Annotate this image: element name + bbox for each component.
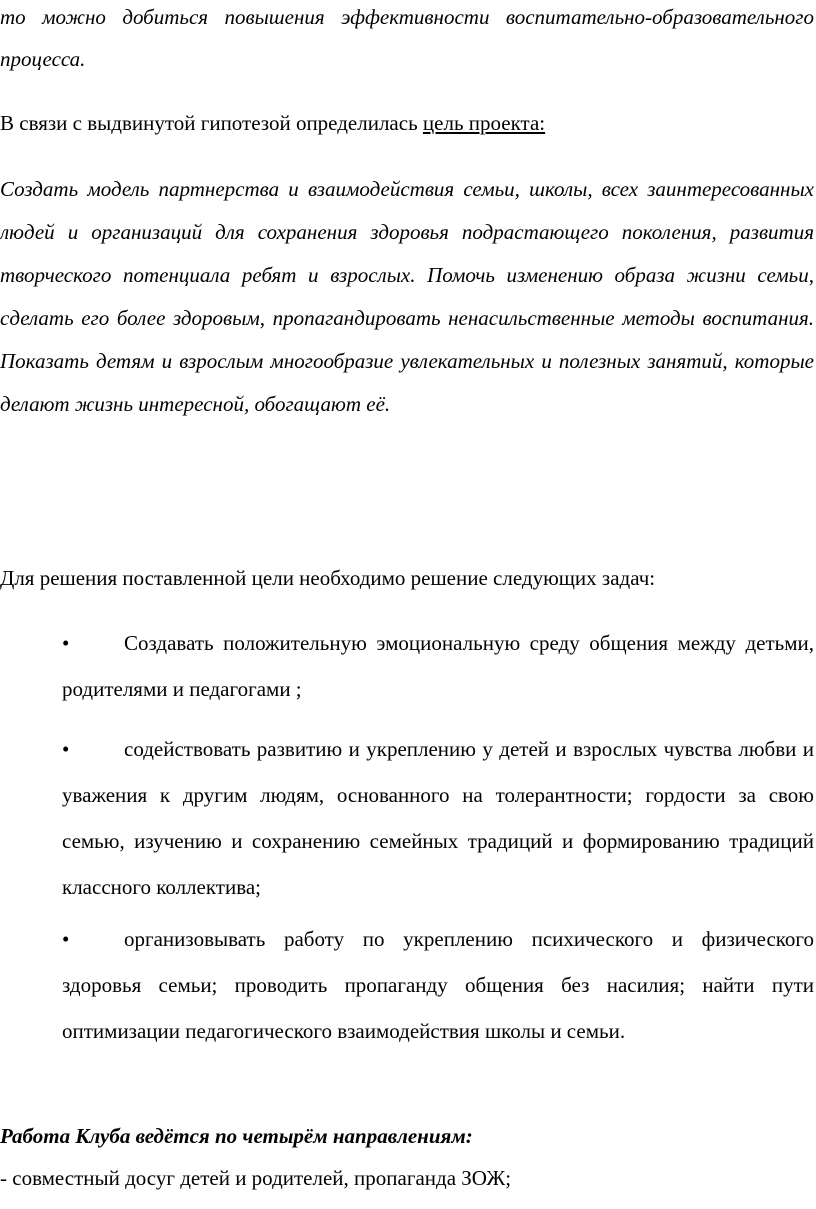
tasks-intro: Для решения поставленной цели необходимо решение следующих задач: <box>0 566 656 590</box>
goal-intro-prefix: В связи с выдвинутой гипотезой определилась <box>0 111 423 135</box>
task-item-1-text: Создавать положительную эмоциональную среду общения между детьми, родителями и педагогами ; <box>62 631 814 701</box>
goal-intro <box>0 102 814 145</box>
task-item-3-text: организовывать работу по укреплению психического и физического здоровья семьи; проводить пропаганду общения без насилия; найти пути оптимизации педагогического взаимодействия школы и семьи. <box>62 927 814 1043</box>
directions-heading: Работа Клуба ведётся по четырём направлениям: <box>0 1124 473 1148</box>
bullet-icon: • <box>62 631 70 655</box>
task-item-1 <box>62 620 814 712</box>
task-item-2-text: содействовать развитию и укреплению у детей и взрослых чувства любви и уважения к другим людям, основанного на толерантности; гордости за свою семью, изучению и сохранению семейных традиций и формированию традиций классного коллектива; <box>62 737 814 899</box>
intro-continuation: то можно добиться повышения эффективности воспитательно-образовательного процесса. <box>0 5 814 71</box>
direction-item-1: - совместный досуг детей и родителей, пропаганда ЗОЖ; <box>0 1166 512 1190</box>
bullet-icon: • <box>62 927 70 951</box>
goal-intro-link: цель проекта: <box>422 111 546 135</box>
task-item-2 <box>62 726 814 910</box>
bullet-icon: • <box>62 737 70 761</box>
goal-text: Создать модель партнерства и взаимодействия семьи, школы, всех заинтересованных людей и организаций для сохранения здоровья подрастающего поколения, развития творческого потенциала ребят и взрослых. Помочь изменению образа жизни семьи, сделать его более здоровым, пропагандировать ненасильственные методы воспитания. Показать детям и взрослым многообразие увлекательных и полезных занятий, которые делают жизнь интересной, обогащают её. <box>0 177 814 416</box>
task-item-3 <box>62 916 814 1054</box>
